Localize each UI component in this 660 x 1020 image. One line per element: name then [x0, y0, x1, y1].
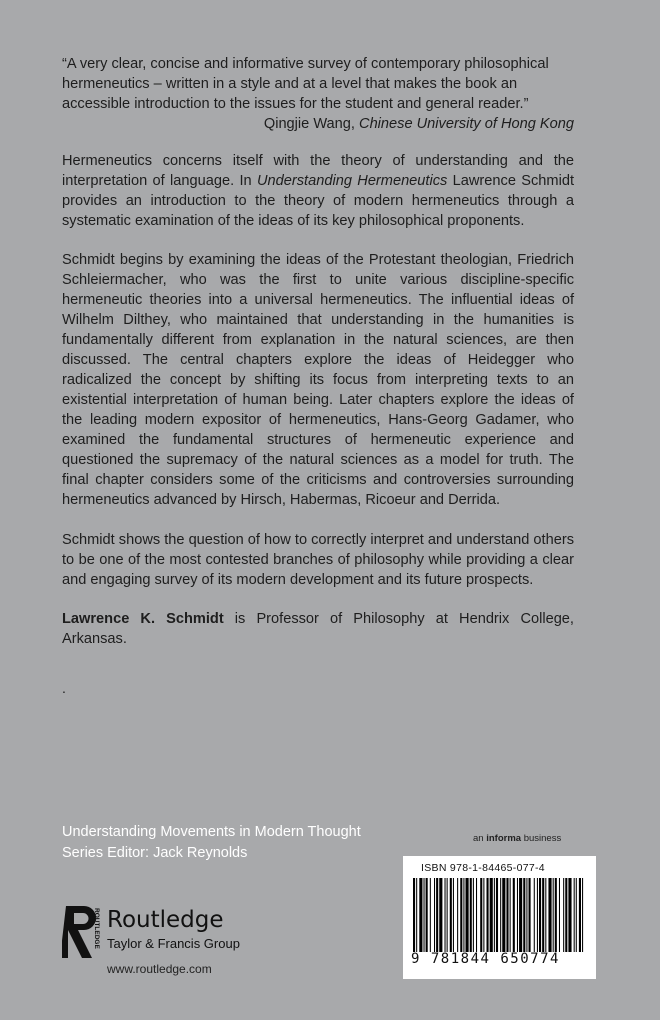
stray-dot: .: [62, 680, 66, 696]
barcode-bar: [510, 878, 511, 952]
barcode-bar: [548, 878, 551, 952]
barcode-bar: [457, 878, 458, 952]
author-name: Lawrence K. Schmidt: [62, 611, 224, 627]
description-paragraph-2: Schmidt begins by examining the ideas of the Protestant theologian, Friedrich Schleiermacher, who was the first to unite various discipline-specific hermeneutic theories into a universal hermeneutics. The influential ideas of Wilhelm Dilthey, who maintained that understanding in the humanities is fundamentally different from explanation in the natural sciences, are then discussed. The central chapters explore the ideas of Heidegger who radicalized the concept by shifting its focus from interpreting texts to an existential interpretation of human being. Later chapters explore the ideas of the leading modern expositor of hermeneutics, Hans-Georg Gadamer, who examined the fundamental structures of hermeneutic experience and questioned the supremacy of the natural sciences as a model for truth. The final chapter considers some of the criticisms and controversies surrounding hermeneutics advanced by Hirsch, Habermas, Ricoeur and Derrida.: [62, 252, 574, 508]
p1-start: Hermeneutics concerns itself with the theory of understanding and the interpretation of language. In: [62, 153, 574, 189]
barcode-bar: [534, 878, 535, 952]
barcode-bar: [506, 878, 508, 952]
barcode-bar: [517, 878, 518, 952]
barcode-bar: [568, 878, 571, 952]
barcode: [403, 856, 596, 979]
barcode-bar: [574, 878, 575, 952]
barcode-bar: [430, 878, 431, 952]
barcode-bar: [413, 878, 415, 952]
barcode-bar: [419, 878, 422, 952]
barcode-bar: [494, 878, 495, 952]
book-title: Understanding Hermeneutics: [257, 173, 448, 189]
informa-suffix: business: [521, 833, 562, 844]
p1-end: Lawrence Schmidt provides an introduction to the theory of modern hermeneutics through a systematic examination of the ideas of its key philosophical proponents.: [62, 173, 574, 229]
series-title: Understanding Movements in Modern Thought: [62, 824, 361, 840]
quote-affiliation: Chinese University of Hong Kong: [359, 116, 574, 132]
barcode-bar: [416, 878, 417, 952]
barcode-bar: [445, 878, 446, 952]
barcode-bar: [582, 878, 583, 952]
informa-prefix: an: [473, 833, 487, 844]
informa-brand: informa: [486, 833, 522, 844]
barcode-bar: [563, 878, 564, 952]
barcode-bar: [453, 878, 454, 952]
barcode-bar: [539, 878, 541, 952]
barcode-bar: [565, 878, 567, 952]
barcode-bar: [476, 878, 477, 952]
series-editor: Series Editor: Jack Reynolds: [62, 845, 248, 861]
review-quote: “A very clear, concise and informative survey of contemporary philosophical hermeneutics – written in a style and at a level that makes the book an accessible introduction to the issues for the student and general reader.”: [62, 56, 549, 112]
barcode-bar: [500, 878, 501, 952]
barcode-bar: [463, 878, 464, 952]
barcode-bar: [555, 878, 557, 952]
barcode-bar: [526, 878, 527, 952]
author-bio: [62, 609, 574, 649]
publisher-name: Routledge: [107, 907, 224, 933]
quote-attribution: [62, 114, 574, 134]
publisher-website[interactable]: www.routledge.com: [107, 962, 212, 976]
barcode-bar: [473, 878, 474, 952]
barcode-bar: [424, 878, 425, 952]
barcode-bar: [513, 878, 515, 952]
barcode-bar: [496, 878, 498, 952]
barcode-bar: [460, 878, 462, 952]
back-cover-text: [62, 54, 574, 649]
barcode-bar: [447, 878, 448, 952]
barcode-bar: [450, 878, 452, 952]
barcode-bar: [537, 878, 538, 952]
barcode-bar: [483, 878, 484, 952]
barcode-bar: [523, 878, 525, 952]
barcode-bar: [466, 878, 469, 952]
barcode-bar: [559, 878, 560, 952]
barcode-bar: [480, 878, 482, 952]
barcode-bar: [436, 878, 438, 952]
routledge-logo-icon: [62, 904, 102, 960]
isbn-label: ISBN 978-1-84465-077-4: [421, 862, 545, 874]
barcode-bar: [545, 878, 546, 952]
barcode-bar: [470, 878, 472, 952]
isbn-digits: 9 781844 650774: [411, 951, 560, 967]
barcode-bar: [579, 878, 581, 952]
description-paragraph-1: [62, 151, 574, 231]
barcode-bar: [439, 878, 442, 952]
barcode-bar: [502, 878, 505, 952]
barcode-bar: [576, 878, 577, 952]
series-info: [62, 822, 361, 864]
barcode-bar: [434, 878, 435, 952]
barcode-bar: [529, 878, 531, 952]
barcode-bar: [519, 878, 522, 952]
informa-tagline: [473, 833, 561, 844]
barcode-bar: [553, 878, 554, 952]
description-paragraph-3: Schmidt shows the question of how to correctly interpret and understand others to be one of the most contested branches of philosophy while providing a clear and engaging survey of its modern development and its future prospects.: [62, 532, 574, 588]
barcode-bar: [490, 878, 493, 952]
publisher-group: Taylor & Francis Group: [107, 936, 240, 951]
barcode-bar: [542, 878, 544, 952]
barcode-bars: [413, 878, 587, 952]
quote-author: Qingjie Wang,: [263, 116, 360, 132]
barcode-bar: [426, 878, 428, 952]
author-bio-text: is Professor of Philosophy at Hendrix College, Arkansas.: [62, 611, 574, 647]
barcode-bar: [487, 878, 489, 952]
logo-vertical-text: ROUTLEDGE: [93, 908, 100, 949]
